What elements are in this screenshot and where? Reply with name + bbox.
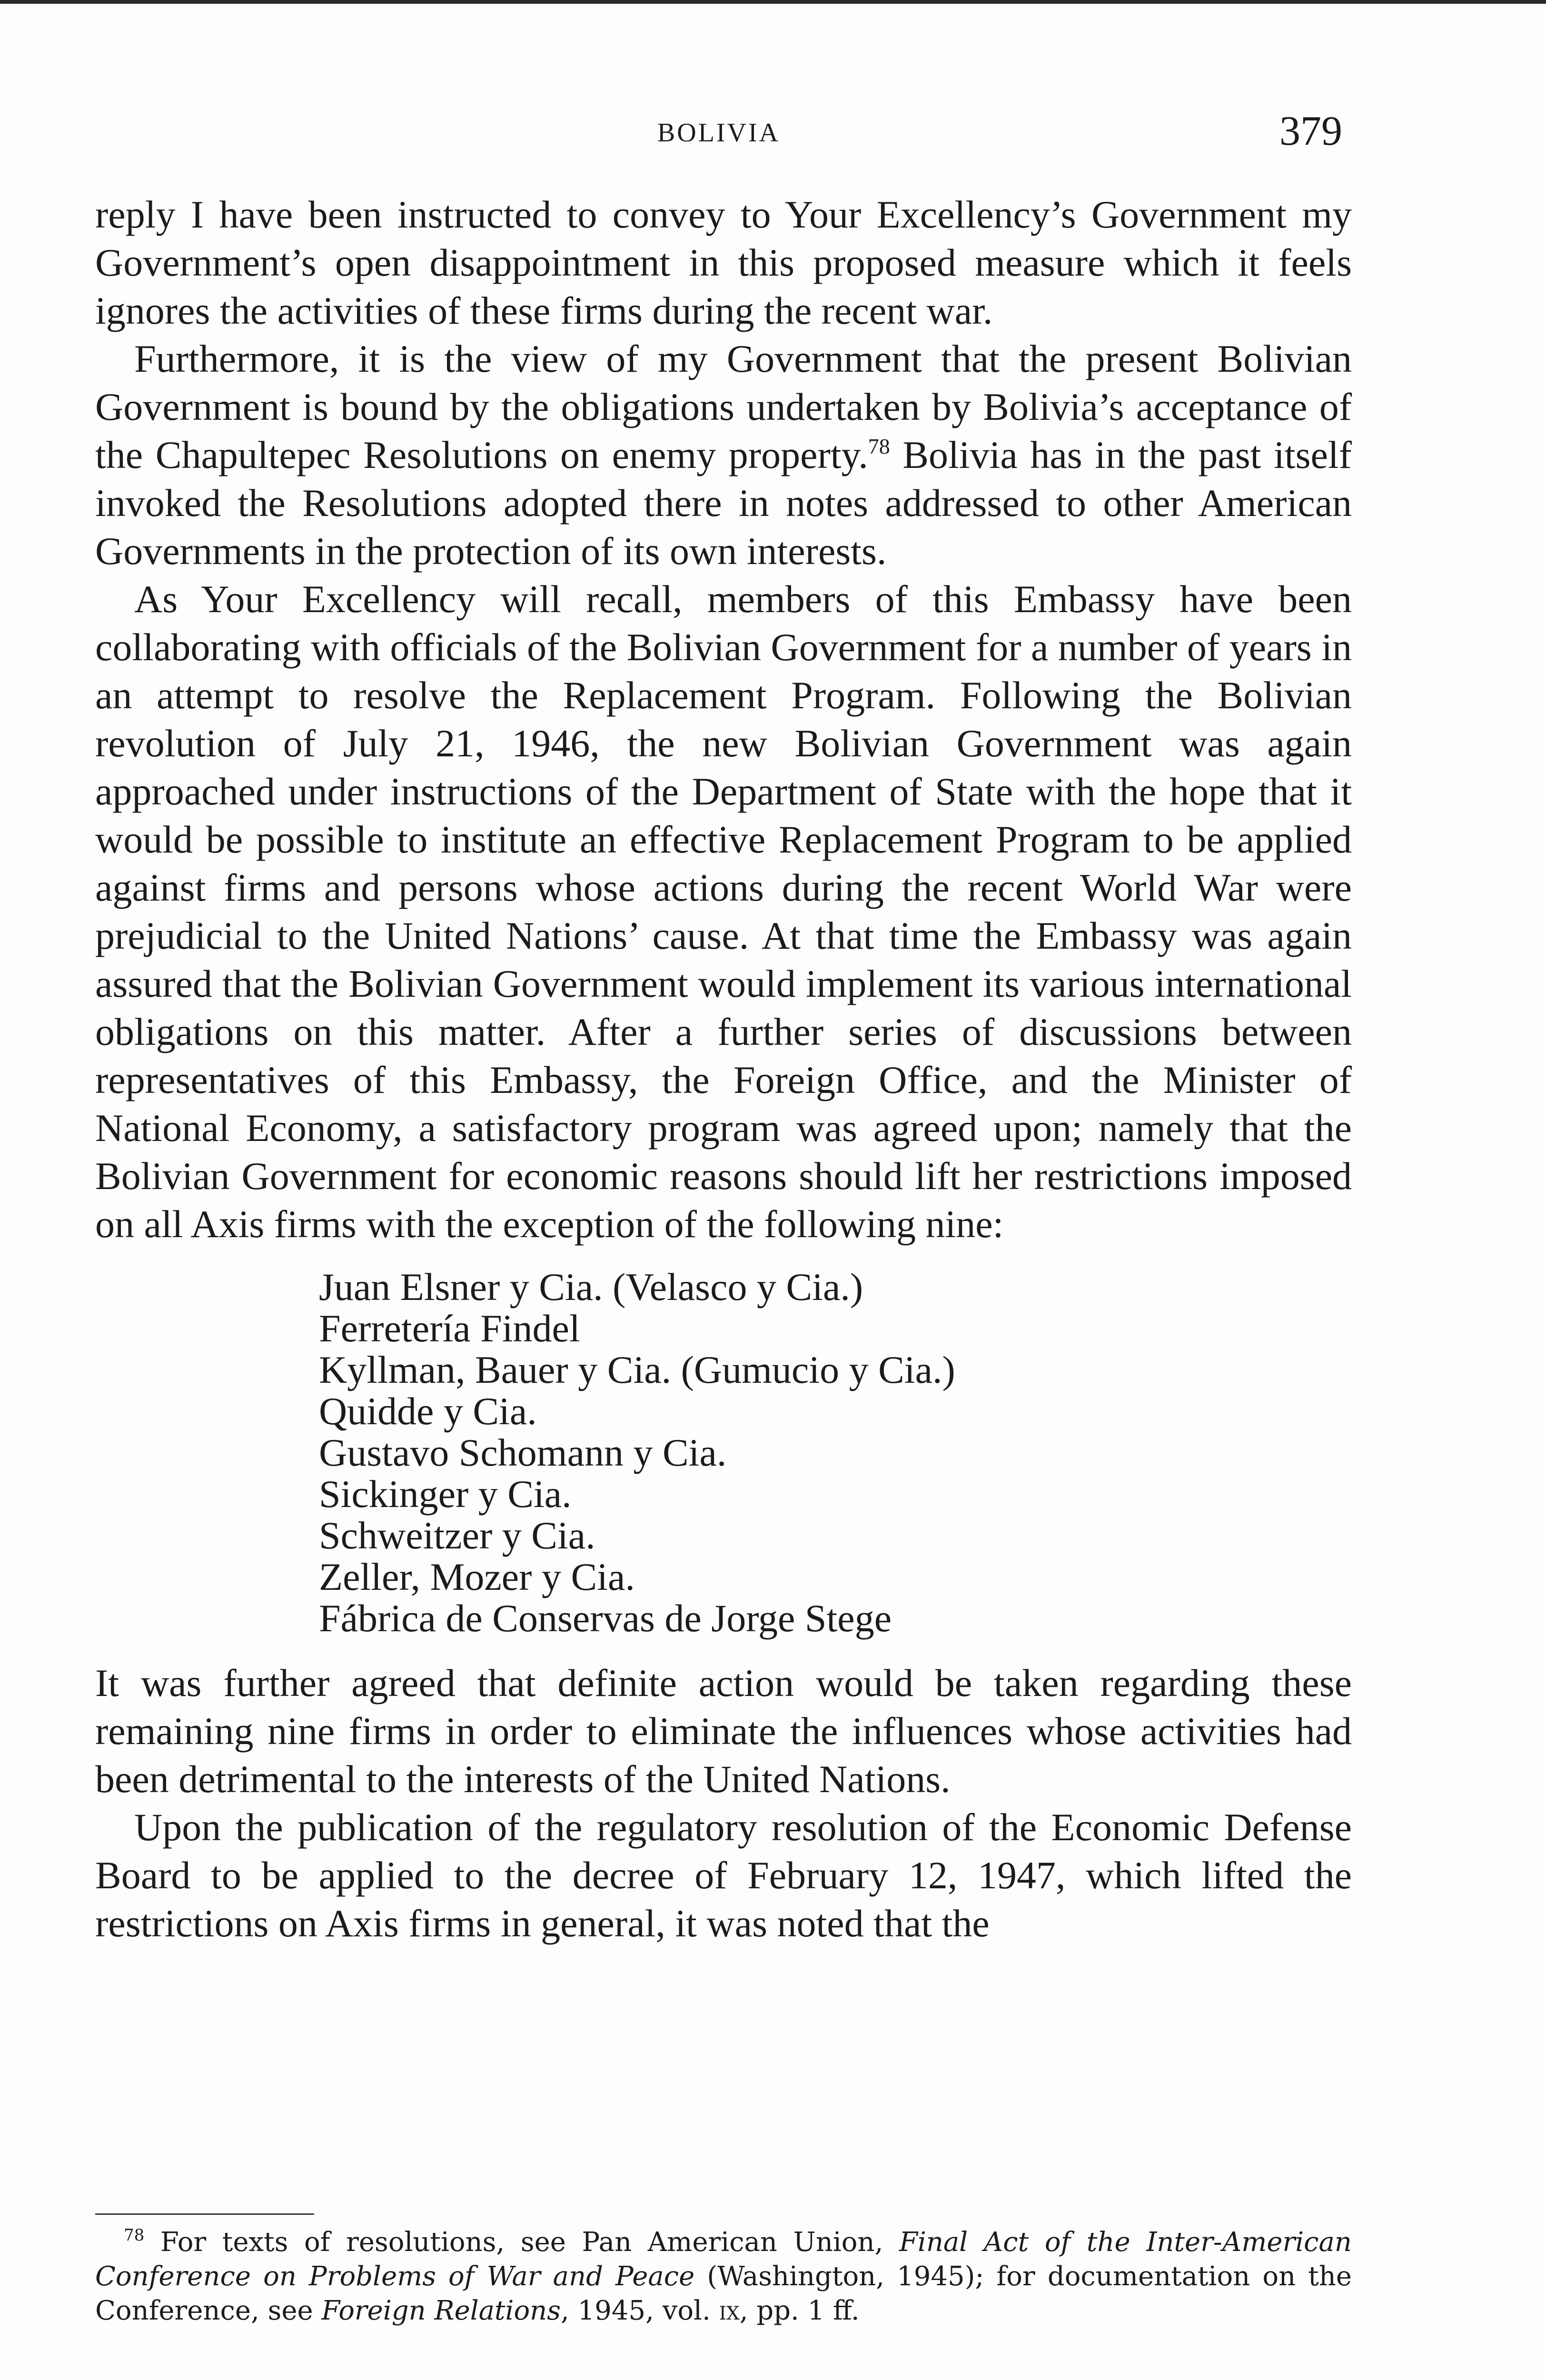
footnote-text: , pp. 1 ff. — [739, 2295, 860, 2326]
footnote-title-foreign-relations: Foreign Relations — [321, 2295, 561, 2326]
paragraph-chapultepec-text-after: Bolivia has in the past itself invoked the Resolutions adopted there in notes addressed to other American Governments in the protection of its own interests. — [95, 433, 1352, 573]
list-item: Juan Elsner y Cia. (Velasco y Cia.) — [319, 1265, 863, 1309]
footnote-reference: 78 — [868, 434, 890, 458]
footnote-text: For texts of resolutions, see Pan American Union, — [144, 2227, 900, 2258]
running-title: BOLIVIA — [657, 118, 781, 148]
page-number: 379 — [1279, 108, 1342, 154]
paragraph-replacement-program: As Your Excellency will recall, members of this Embassy have been collaborating with officials of the Bolivian Government for a number of years in an attempt to resolve the Replacement Program. Following the Bolivian revolution of July 21, 1946, the new Bolivian Government was again approached under instructions of the Department of State with the hope that it would be possible to institute an effective Replacement Program to be applied against firms and persons whose actions during the recent World War were prejudicial to the United Nations’ cause. At that time the Embassy was again assured that the Bolivian Government would implement its various international obligations on this matter. After a further series of discussions between representatives of this Embassy, the Foreign Office, and the Minister of National Economy, a satisfactory program was agreed upon; namely that the Bolivian Government for economic reasons should lift her restrictions imposed on all Axis firms with the exception of the following nine: — [95, 577, 1352, 1246]
list-item: Zeller, Mozer y Cia. — [319, 1555, 635, 1598]
running-head — [95, 107, 1342, 159]
list-item: Fábrica de Conservas de Jorge Stege — [319, 1597, 892, 1640]
paragraph-further-agreed: It was further agreed that definite action would be taken regarding these remaining nine firms in order to eliminate the influences whose activities had been detrimental to the interests of the United Nations. — [95, 1661, 1352, 1801]
page-top-edge — [0, 0, 1546, 4]
paragraph-chapultepec-text: Furthermore, it is the view of my Government that the present Bolivian Government is bound by the obligations undertaken by Bolivia’s acceptance of the Chapultepec Resolutions on enemy property. — [95, 337, 1352, 476]
footnote-title-final-act: Final Act of the Inter-American Conference on Problems of War and Peace — [95, 2227, 1352, 2292]
list-item: Kyllman, Bauer y Cia. (Gumucio y Cia.) — [319, 1348, 955, 1391]
list-item: Gustavo Schomann y Cia. — [319, 1431, 727, 1474]
paragraph-continuation: reply I have been instructed to convey to Your Excellency’s Government my Government’s open disappointment in this proposed measure which it feels ignores the activities of these firms during the recent war. — [95, 193, 1352, 332]
footnote — [95, 2225, 1352, 2328]
list-item: Schweitzer y Cia. — [319, 1514, 595, 1557]
list-item: Ferretería Findel — [319, 1307, 580, 1350]
footnote-mark: 78 — [124, 2226, 145, 2245]
footnote-text: (Washington, 1945); for documentation on the Conference, see — [95, 2261, 1352, 2326]
body-text — [95, 190, 1352, 1947]
list-item: Quidde y Cia. — [319, 1389, 537, 1433]
footnote-divider — [95, 2213, 314, 2215]
list-item: Sickinger y Cia. — [319, 1472, 572, 1516]
footnote-volume: ix — [719, 2295, 740, 2326]
footnote-text: , 1945, vol. — [560, 2295, 719, 2326]
paragraph-publication: Upon the publication of the regulatory resolution of the Economic Defense Board to be applied to the decree of February 12, 1947, which lifted the restrictions on Axis firms in general, it was noted that the — [95, 1805, 1352, 1945]
paragraph-chapultepec — [95, 335, 1352, 575]
firm-list — [319, 1266, 1352, 1639]
